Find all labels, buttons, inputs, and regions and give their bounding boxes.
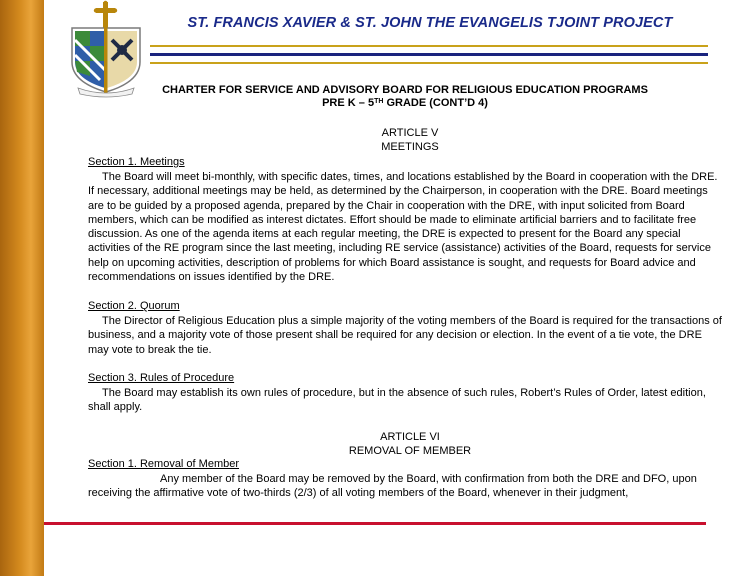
article-vi-heading	[300, 430, 520, 458]
article-vi-title: ARTICLE VI	[380, 431, 440, 443]
charter-line-2	[105, 97, 705, 110]
project-title: ST. FRANCIS XAVIER & ST. JOHN THE EVANGELIS TJOINT PROJECT	[187, 15, 673, 31]
section-meetings-heading: Section 1. Meetings	[88, 156, 185, 168]
section-meetings-body: The Board will meet bi-monthly, with specific dates, times, and locations established by the Board in cooperation with the DRE. If necessary, additional meetings may be held, as determined by the Chairperson, in cooperation with the DRE. Board meetings are to be guided by a proposed agenda, prepared by the Chair in cooperation with the DRE, with input solicited from Board members, which can be modified as interest dictates. Effort should be made to eliminate artificial barriers and to facilitate free discussion. As one of the agenda items at each regular meeting, the DRE is expected to present for the Board any special activities of the RE program since the last meeting, including RE service (assistance) activities of the Board, requests for service help on upcoming activities, description of problems for which Board assistance is sought, and requests for Board advice and recommendations on issues identified by the DRE.	[88, 171, 718, 284]
section-rules-heading: Section 3. Rules of Procedure	[88, 372, 235, 384]
article-v-subtitle: MEETINGS	[381, 141, 439, 153]
header-rule-navy	[150, 53, 708, 56]
section-quorum-heading: Section 2. Quorum	[88, 300, 180, 312]
section-rules-body: The Board may establish its own rules of procedure, but in the absence of such rules, Robert’s Rules of Order, latest edition, shall apply.	[88, 387, 706, 414]
charter-grade-suffix: GRADE (CONT’D 4)	[383, 97, 488, 109]
section-removal-heading: Section 1. Removal of Member	[88, 458, 240, 470]
charter-grade-superscript: TH	[374, 98, 384, 105]
charter-line-1: CHARTER FOR SERVICE AND ADVISORY BOARD FOR RELIGIOUS EDUCATION PROGRAMS	[162, 84, 648, 96]
footer-rule	[44, 522, 706, 525]
article-vi-subtitle: REMOVAL OF MEMBER	[348, 445, 472, 457]
charter-grade-prefix: PRE K – 5	[322, 97, 375, 109]
article-v-title: ARTICLE V	[381, 127, 439, 139]
section-removal-body: Any member of the Board may be removed by the Board, with confirmation from both the DRE and DFO, upon receiving the affirmative vote of two-thirds (2/3) of all voting members of the Board, whenever in their judgment,	[88, 473, 697, 500]
article-v-heading	[300, 126, 520, 154]
left-decorative-bar	[0, 0, 44, 576]
section-quorum-body: The Director of Religious Education plus a simple majority of the voting members of the Board is required for the transactions of business, and a majority vote of those present shall be required for any decision or election. In the event of a tie vote, the DRE may vote to break the tie.	[88, 315, 722, 356]
header-rule-gold-top	[150, 45, 708, 47]
header-rule-gold-bottom	[150, 62, 708, 64]
charter-heading	[105, 84, 705, 110]
